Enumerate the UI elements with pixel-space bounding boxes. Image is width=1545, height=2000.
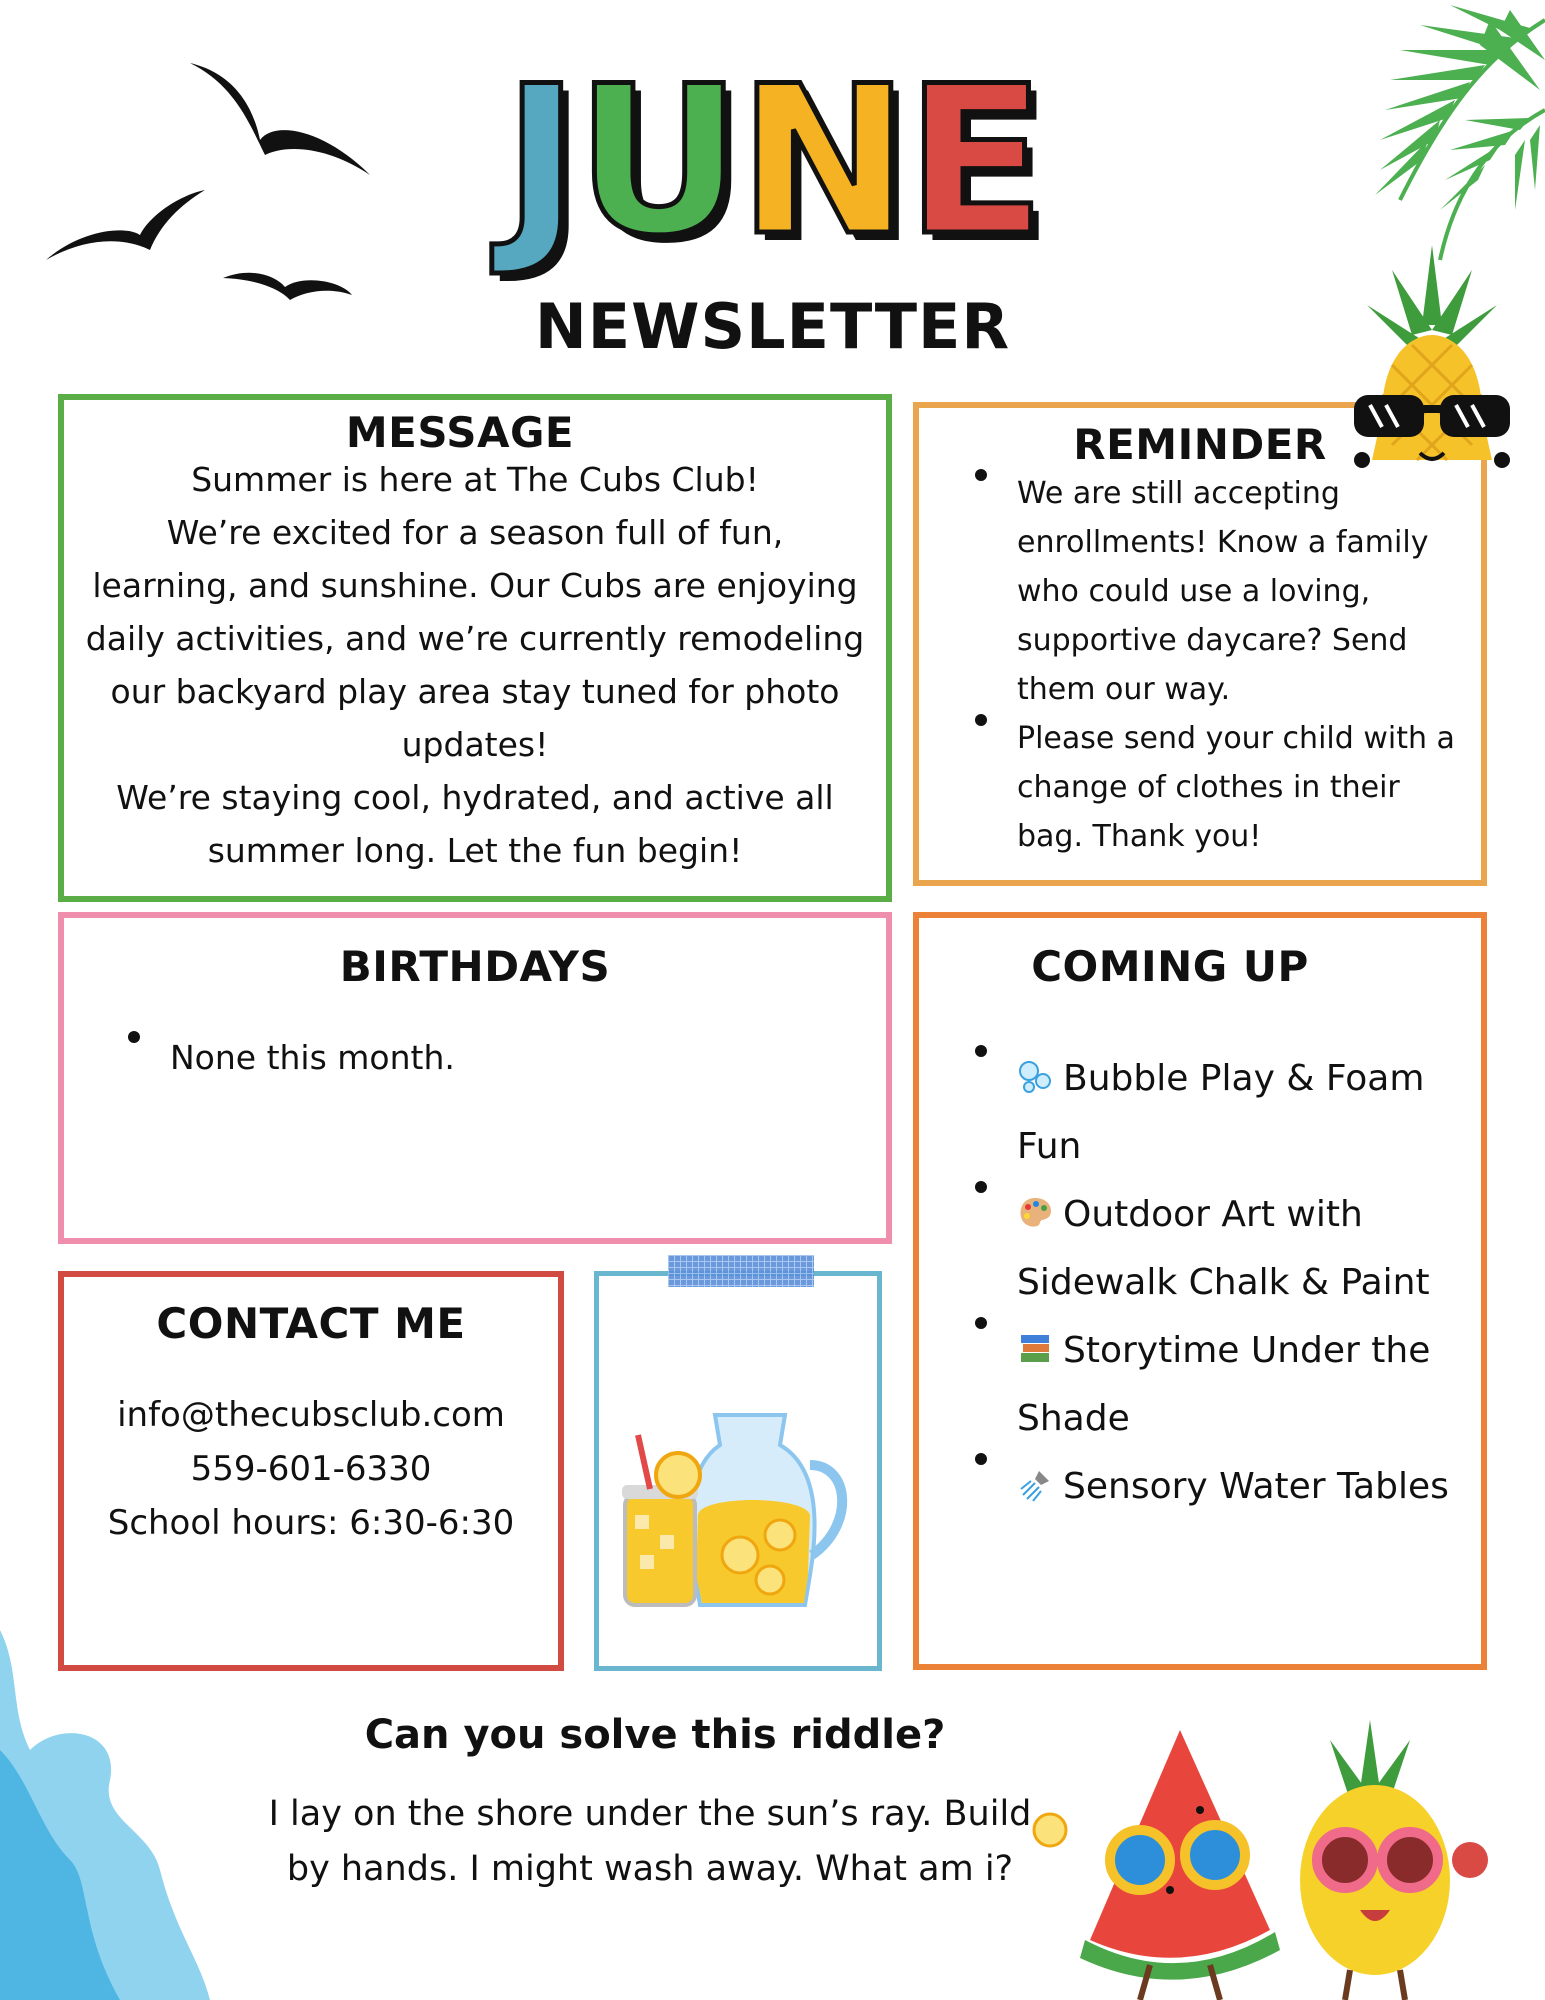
message-line: learning, and sunshine. Our Cubs are enjoying — [92, 566, 858, 605]
coming-up-box — [913, 912, 1487, 1670]
title-letter: N — [738, 43, 906, 281]
message-line: updates! — [401, 725, 549, 764]
message-line: our backyard play area stay tuned for photo — [110, 672, 840, 711]
riddle-text — [240, 1787, 1060, 1897]
reminder-list — [965, 469, 1465, 861]
bubbles-icon — [1017, 1059, 1053, 1095]
coming-up-item: Sensory Water Tables — [965, 1453, 1465, 1521]
birthdays-heading: BIRTHDAYS — [339, 942, 611, 991]
message-heading: MESSAGE — [345, 408, 575, 457]
title-letter: J — [503, 43, 576, 281]
message-line: summer long. Let the fun begin! — [207, 831, 743, 870]
contact-details — [64, 1388, 558, 1550]
fruit-characters-illustration — [1030, 1700, 1500, 2000]
shower-icon — [1017, 1467, 1053, 1503]
washi-tape — [668, 1255, 814, 1287]
birthdays-item: None this month. — [118, 1031, 886, 1084]
contact-phone: 559-601-6330 — [190, 1449, 432, 1489]
title-letter: U — [575, 43, 739, 281]
riddle-heading: Can you solve this riddle? — [364, 1712, 946, 1758]
birthdays-list — [118, 1031, 886, 1084]
palette-icon — [1017, 1195, 1053, 1231]
message-text — [64, 453, 886, 877]
reminder-item: We are still accepting enrollments! Know a family who could use a loving, supportive daycare? Send them our way. — [965, 469, 1465, 714]
coming-up-heading: COMING UP — [1031, 942, 1309, 991]
contact-heading: CONTACT ME — [156, 1299, 466, 1348]
reminder-heading: REMINDER — [1073, 420, 1327, 469]
contact-email: info@thecubsclub.com — [117, 1395, 505, 1435]
message-box — [58, 394, 892, 902]
pineapple-sunglasses-illustration — [1352, 245, 1512, 480]
message-line: We’re excited for a season full of fun, — [166, 513, 784, 552]
riddle-line: by hands. I might wash away. What am i? — [286, 1849, 1014, 1889]
message-line: We’re staying cool, hydrated, and active all — [116, 778, 834, 817]
wave-illustration — [0, 1630, 220, 2000]
reminder-item: Please send your child with a change of clothes in their bag. Thank you! — [965, 714, 1465, 861]
contact-hours: School hours: 6:30-6:30 — [107, 1503, 515, 1543]
message-line: daily activities, and we’re currently remodeling — [85, 619, 865, 658]
contact-box — [58, 1271, 564, 1671]
coming-up-item: Outdoor Art with Sidewalk Chalk & Paint — [965, 1181, 1465, 1317]
riddle-line: I lay on the shore under the sun’s ray. Build — [268, 1794, 1032, 1834]
coming-up-item: Bubble Play & Foam Fun — [965, 1045, 1465, 1181]
newsletter-subtitle: NEWSLETTER — [534, 290, 1011, 363]
coming-up-list — [965, 1045, 1465, 1521]
page-title — [0, 43, 1545, 281]
birthdays-box — [58, 912, 892, 1244]
message-line: Summer is here at The Cubs Club! — [191, 460, 759, 499]
books-icon — [1017, 1331, 1053, 1367]
lemonade-illustration — [620, 1405, 860, 1615]
coming-up-item: Storytime Under the Shade — [965, 1317, 1465, 1453]
title-letter: E — [905, 43, 1042, 281]
